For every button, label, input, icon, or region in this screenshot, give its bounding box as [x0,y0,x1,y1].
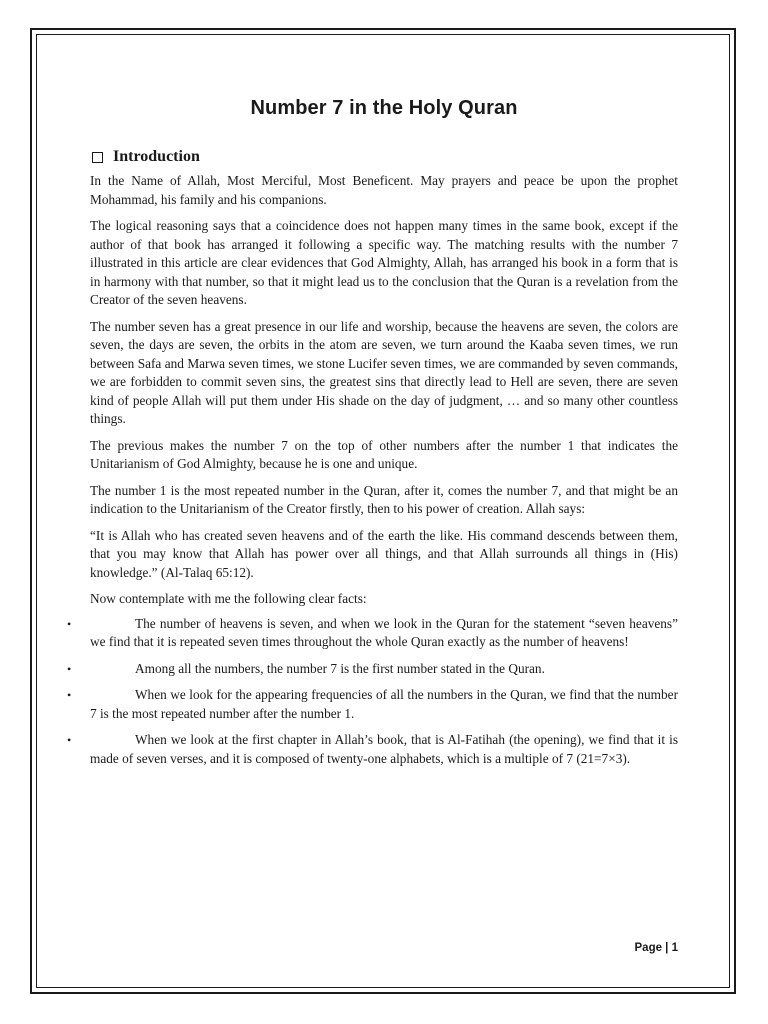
page-number: Page | 1 [634,942,678,954]
bullet-icon: • [67,733,72,747]
section-heading-label: Introduction [113,148,200,165]
bullet-icon: • [67,688,72,702]
paragraph: The logical reasoning says that a coincidence does not happen many times in the same book, except if the author of that book has arranged it following a specific way. The matching results with the number 7 illustrated in this article are clear evidences that God Almighty, Allah, has arranged his book in a form that is in harmony with that number, so that it might lead us to the conclusion that the Quran is a revelation from the Creator of the seven heavens. [90,218,678,307]
facts-list [67,615,678,769]
list-item-text: When we look for the appearing frequencies of all the numbers in the Quran, we find that the number 7 is the most repeated number after the number 1. [90,687,678,721]
list-item [67,731,678,768]
paragraph: The number seven has a great presence in our life and worship, because the heavens are seven, the colors are seven, the days are seven, the orbits in the atom are seven, we turn around the Kaaba seven times, we run between Safa and Marwa seven times, we stone Lucifer seven times, we are commanded by seven commands, we are forbidden to commit seven sins, the greatest sins that directly lead to Hell are seven, there are seven kind of people Allah will put them under His shade on the day of judgment, … and so many other countless things. [90,318,678,426]
document-body [67,97,678,768]
paragraph: The previous makes the number 7 on the top of other numbers after the number 1 that indicates the Unitarianism of God Almighty, because he is one and unique. [90,437,678,471]
list-item [67,660,678,679]
list-item [67,615,678,652]
bullet-icon: • [67,616,72,631]
paragraph: In the Name of Allah, Most Merciful, Most Beneficent. May prayers and peace be upon the prophet Mohammad, his family and his companions. [90,173,678,207]
checkbox-square-icon [92,152,103,163]
document-title: Number 7 in the Holy Quran [250,97,518,119]
paragraph: Now contemplate with me the following clear facts: [90,591,367,606]
paragraph: The number 1 is the most repeated number in the Quran, after it, comes the number 7, and that might be an indication to the Unitarianism of the Creator firstly, then to his power of creation. Allah says: [90,482,678,516]
section-heading [92,148,678,166]
list-item-text: Among all the numbers, the number 7 is the first number stated in the Quran. [135,660,545,676]
quote-paragraph: “It is Allah who has created seven heavens and of the earth the like. His command descends between them, that you may know that Allah has power over all things, and that Allah surrounds all things in (His) knowledge.” (Al-Talaq 65:12). [90,527,678,580]
list-item-text: The number of heavens is seven, and when we look in the Quran for the statement “seven heavens” we find that it is repeated seven times throughout the whole Quran exactly as the number of heavens! [90,615,678,649]
list-item [67,686,678,723]
list-item-text: When we look at the first chapter in Allah’s book, that is Al-Fatihah (the opening), we find that it is made of seven verses, and it is composed of twenty-one alphabets, which is a multiple of 7 (21=7×3). [90,732,678,766]
bullet-icon: • [67,661,72,676]
